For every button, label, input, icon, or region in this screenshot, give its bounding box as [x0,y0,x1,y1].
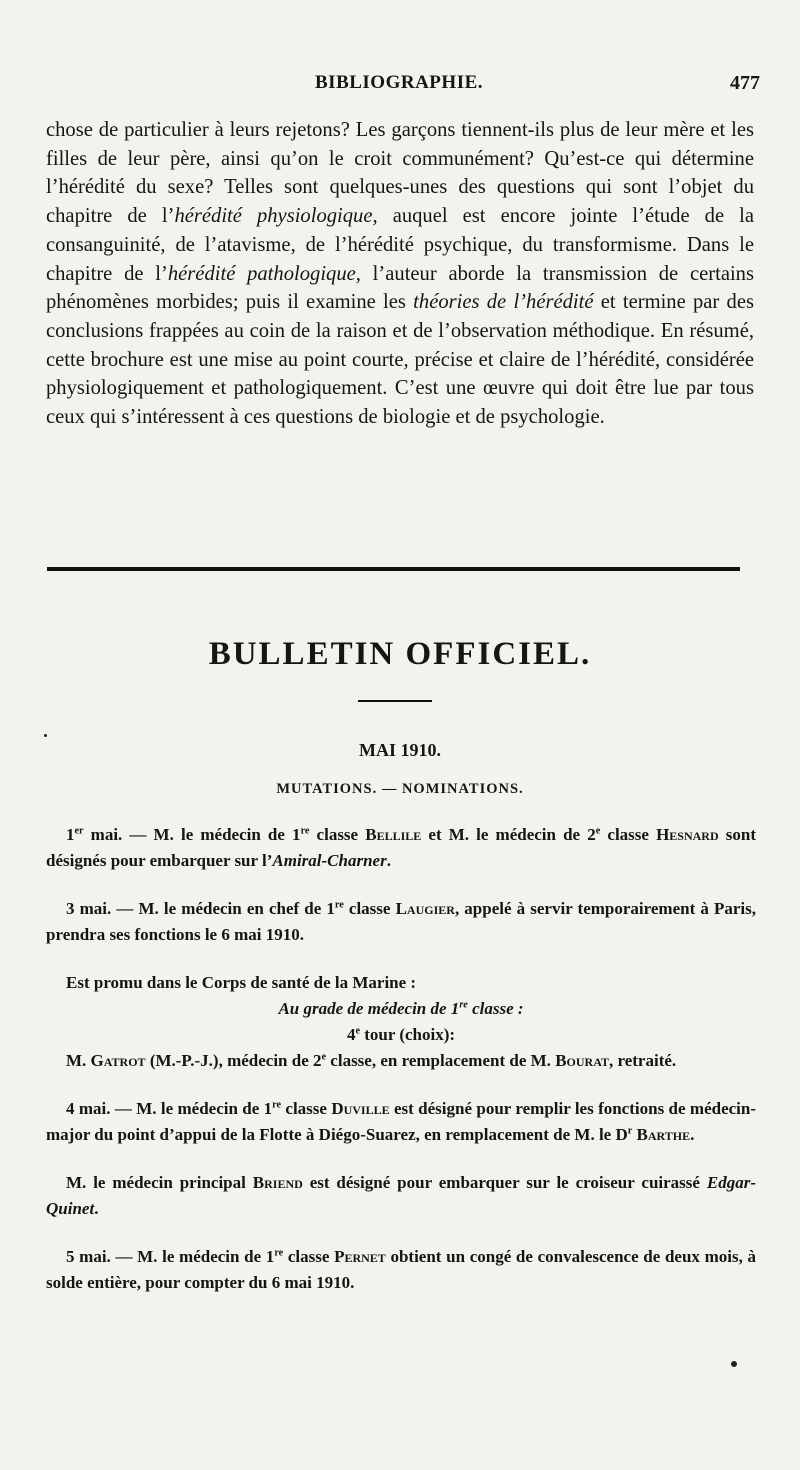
bulletin-entry: 3 mai. — M. le médecin en chef de 1re classe Laugier, appelé à servir temporairement à Paris, prendra ses fonctions le 6 mai 1910. [46,899,757,944]
person-name: Gatrot [90,1051,146,1070]
person-name: Bellile [365,825,422,844]
text-segment: chose de particulier à leurs rejetons? Les garçons tiennent-ils plus de leur mère et les filles de leur père, ainsi qu’on le croit communément? Qu’est-ce qui détermine l’hérédité du sexe? Telles sont quelques-unes des questions qui sont l’objet du chapitre de l’ [46,119,754,228]
bulletin-entries [46,822,756,1296]
italic-term: théories de l’hérédité [413,291,594,314]
person-name: Briend [252,1173,303,1192]
italic-term: hérédité physiologique, [174,205,378,228]
bulletin-entry: 4 mai. — M. le médecin de 1re classe Duville est désigné pour remplir les fonctions de médecin-major du point d’appui de la Flotte à Diégo-Suarez, en remplacement de M. le $D^r$ Barthe. [46,1099,756,1144]
section-divider [47,567,740,571]
person-name: Bourat [555,1051,609,1070]
text-segment: auquel est encore jointe l’étude de la consanguinité, de l’atavisme, de l’hérédité psychique, du transformisme. Dans le chapitre de l’ [46,205,755,285]
paragraph-text [46,116,754,432]
ship-name: Edgar-Quinet [46,1173,756,1218]
section-title: BULLETIN OFFICIEL. [208,636,592,672]
title-underline [358,700,432,702]
bibliography-paragraph [46,116,754,432]
subheading: MUTATIONS. — NOMINATIONS. [276,781,524,797]
ship-name: Amiral-Charner [272,851,387,870]
bulletin-entry: M. Gatrot (M.-P.-J.), médecin de 2e classe, en remplacement de M. Bourat, retraité. [66,1051,677,1070]
print-speck [731,1361,737,1367]
person-name: Barthe [636,1125,691,1144]
person-name: Duville [331,1099,390,1118]
bulletin-entry: 5 mai. — M. le médecin de 1re classe Pernet obtient un congé de convalescence de deux mois, à solde entière, pour compter du 6 mai 1910. [46,1247,756,1292]
person-name: Laugier [395,899,455,918]
text-segment: et termine par des conclusions frappées au coin de la raison et de l’observation méthodique. En résumé, cette brochure est une mise au point courte, précise et claire de l’hérédité, considérée physiologiquement et pathologiquement. C’est une œuvre qui doit être lue par tous ceux qui s’intéressent à ces questions de biologie et de psychologie. [46,291,754,429]
print-speck [44,734,47,737]
page-number: 477 [730,72,760,94]
text-segment: l’auteur aborde la transmission de certains phénomènes morbides; puis il examine les [46,262,754,314]
bulletin-entry: M. le médecin principal Briend est désigné pour embarquer sur le croiseur cuirassé Edgar-Quinet. [46,1173,756,1218]
tour-heading: 4e tour (choix): [346,1025,456,1044]
bulletin-entry: 1er mai. — M. le médecin de 1re classe Bellile et M. le médecin de 2e classe Hesnard sont désignés pour embarquer sur l’Amiral-Charner. [46,825,757,870]
promotion-intro: Est promu dans le Corps de santé de la Marine : [66,973,417,992]
italic-term: hérédité pathologique, [167,262,361,285]
person-name: Pernet [334,1247,386,1266]
month-heading: MAI 1910. [359,740,441,760]
person-name: Hesnard [656,825,719,844]
running-title: BIBLIOGRAPHIE. [315,72,484,93]
page-header [45,70,760,106]
grade-heading: Au grade de médecin de 1re classe : [278,999,524,1018]
